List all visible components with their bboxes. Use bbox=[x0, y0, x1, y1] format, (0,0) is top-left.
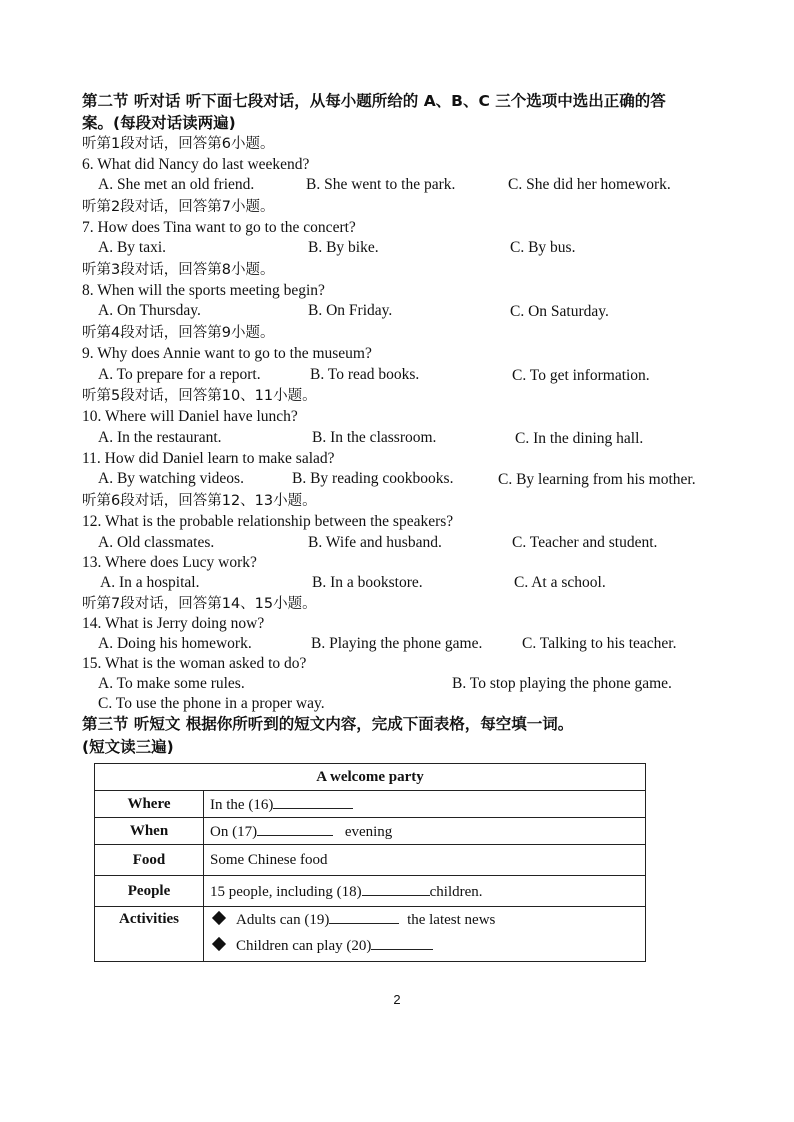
section2-title-line1: 第二节 听对话 听下面七段对话，从每小题所给的 A、B、C 三个选项中选出正确的答 bbox=[82, 92, 666, 110]
blank-20[interactable] bbox=[371, 935, 433, 950]
activity-item bbox=[210, 933, 639, 959]
option-a: A. Old classmates. bbox=[98, 534, 215, 551]
option-c: C. By bus. bbox=[510, 239, 576, 256]
people-cell bbox=[204, 876, 646, 907]
option-b: B. To read books. bbox=[310, 366, 420, 383]
instruction: 听第7段对话，回答第14、15小题。 bbox=[82, 596, 317, 612]
question-8: 8. When will the sports meeting begin? bbox=[82, 282, 325, 299]
activities-cell bbox=[204, 907, 646, 962]
food-label: Food bbox=[95, 845, 204, 876]
when-value-pre: On (17) bbox=[210, 824, 258, 840]
option-a: A. By taxi. bbox=[98, 239, 167, 256]
option-a: A. By watching videos. bbox=[98, 470, 244, 487]
page-number: 2 bbox=[393, 992, 401, 1007]
option-b: B. To stop playing the phone game. bbox=[452, 675, 672, 692]
question-14: 14. What is Jerry doing now? bbox=[82, 615, 265, 632]
where-value: In the (16) bbox=[210, 797, 274, 813]
when-cell bbox=[204, 818, 646, 845]
option-b: B. She went to the park. bbox=[306, 176, 456, 193]
question-9: 9. Why does Annie want to go to the museum? bbox=[82, 345, 372, 362]
food-value: Some Chinese food bbox=[204, 845, 646, 876]
option-a: A. She met an old friend. bbox=[98, 176, 255, 193]
where-label: Where bbox=[95, 791, 204, 818]
people-value-pre: 15 people, including (18) bbox=[210, 884, 362, 900]
option-a: A. In the restaurant. bbox=[98, 429, 222, 446]
instruction: 听第3段对话，回答第8小题。 bbox=[82, 262, 275, 278]
question-10: 10. Where will Daniel have lunch? bbox=[82, 408, 298, 425]
option-c: C. She did her homework. bbox=[508, 176, 671, 193]
when-value-post: evening bbox=[344, 824, 393, 840]
diamond-bullet-icon bbox=[212, 937, 226, 951]
table-title: A welcome party bbox=[95, 764, 646, 791]
option-a: A. To make some rules. bbox=[98, 675, 245, 692]
instruction: 听第4段对话，回答第9小题。 bbox=[82, 325, 275, 341]
welcome-party-table bbox=[94, 763, 646, 962]
option-c: C. On Saturday. bbox=[510, 303, 609, 320]
where-cell bbox=[204, 791, 646, 818]
question-6: 6. What did Nancy do last weekend? bbox=[82, 156, 310, 173]
question-13: 13. Where does Lucy work? bbox=[82, 554, 257, 571]
option-c: C. By learning from his mother. bbox=[498, 471, 696, 488]
blank-16[interactable] bbox=[273, 794, 353, 809]
question-11: 11. How did Daniel learn to make salad? bbox=[82, 450, 335, 467]
option-b: B. Playing the phone game. bbox=[311, 635, 483, 652]
activities-label: Activities bbox=[95, 907, 204, 962]
option-a: A. To prepare for a report. bbox=[98, 366, 261, 383]
activity-1-post: the latest news bbox=[407, 912, 496, 928]
diamond-bullet-icon bbox=[212, 911, 226, 925]
option-a: A. Doing his homework. bbox=[98, 635, 252, 652]
section3-title-line1: 第三节 听短文 根据你所听到的短文内容，完成下面表格，每空填一词。 bbox=[82, 715, 574, 733]
question-7: 7. How does Tina want to go to the concert? bbox=[82, 219, 356, 236]
option-a: A. On Thursday. bbox=[98, 302, 201, 319]
blank-18[interactable] bbox=[362, 881, 430, 896]
question-15: 15. What is the woman asked to do? bbox=[82, 655, 307, 672]
option-c: C. Teacher and student. bbox=[512, 534, 658, 551]
option-c: C. At a school. bbox=[514, 574, 606, 591]
instruction: 听第5段对话，回答第10、11小题。 bbox=[82, 388, 317, 404]
question-12: 12. What is the probable relationship between the speakers? bbox=[82, 513, 454, 530]
blank-17[interactable] bbox=[257, 821, 333, 836]
activity-1-pre: Adults can (19) bbox=[236, 912, 330, 928]
option-b: B. In a bookstore. bbox=[312, 574, 423, 591]
option-b: B. Wife and husband. bbox=[308, 534, 442, 551]
option-b: B. By bike. bbox=[308, 239, 379, 256]
people-label: People bbox=[95, 876, 204, 907]
option-c: C. In the dining hall. bbox=[515, 430, 644, 447]
instruction: 听第2段对话，回答第7小题。 bbox=[82, 199, 275, 215]
option-b: B. On Friday. bbox=[308, 302, 393, 319]
option-a: A. In a hospital. bbox=[100, 574, 200, 591]
section3-title-line2: (短文读三遍) bbox=[82, 738, 174, 756]
activity-2-pre: Children can play (20) bbox=[236, 938, 372, 954]
when-label: When bbox=[95, 818, 204, 845]
blank-19[interactable] bbox=[329, 909, 399, 924]
option-c: C. To use the phone in a proper way. bbox=[98, 695, 325, 712]
instruction: 听第6段对话，回答第12、13小题。 bbox=[82, 493, 317, 509]
option-b: B. By reading cookbooks. bbox=[292, 470, 454, 487]
option-c: C. To get information. bbox=[512, 367, 650, 384]
section2-title-line2: 案。(每段对话读两遍) bbox=[82, 114, 236, 132]
option-c: C. Talking to his teacher. bbox=[522, 635, 677, 652]
activity-item bbox=[210, 907, 639, 933]
instruction: 听第1段对话，回答第6小题。 bbox=[82, 136, 275, 152]
people-value-post: children. bbox=[429, 884, 483, 900]
option-b: B. In the classroom. bbox=[312, 429, 437, 446]
